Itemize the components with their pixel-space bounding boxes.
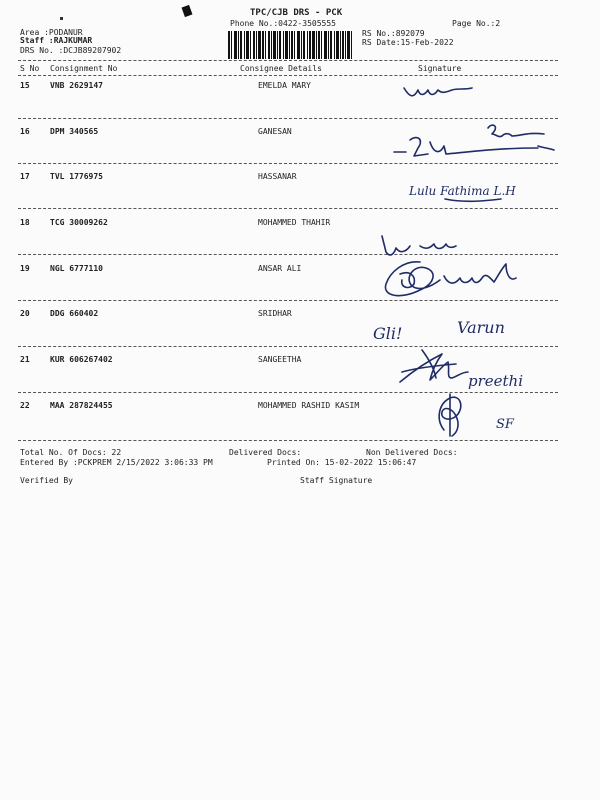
row-sno: 15	[20, 81, 30, 90]
row-consignment: DPM 340565	[50, 127, 99, 136]
row-consignment: DDG 660402	[50, 309, 99, 318]
row-consignee: MOHAMMED THAHIR	[258, 218, 331, 227]
signature-row-21	[392, 332, 562, 392]
area-label: Area :PODANUR	[20, 28, 83, 37]
divider	[18, 163, 558, 164]
column-header-signature: Signature	[418, 64, 462, 73]
total-docs: Total No. Of Docs: 22	[20, 448, 122, 457]
signature-row-15	[400, 80, 490, 104]
row-sno: 19	[20, 264, 30, 273]
handwriting-row-20-a: Gli!	[373, 324, 403, 343]
divider	[18, 208, 558, 209]
verified-by: Verified By	[20, 476, 73, 485]
rs-date: RS Date:15-Feb-2022	[362, 38, 454, 47]
non-delivered-docs: Non Delivered Docs:	[366, 448, 458, 457]
page-number: Page No.:2	[452, 19, 501, 28]
row-sno: 22	[20, 401, 30, 410]
row-sno: 17	[20, 172, 30, 181]
signature-row-17	[405, 177, 535, 207]
staff-label: Staff :RAJKUMAR	[20, 36, 93, 45]
divider	[18, 118, 558, 119]
row-consignee: SANGEETHA	[258, 355, 302, 364]
row-consignment: TCG 30009262	[50, 218, 108, 227]
row-consignee: EMELDA MARY	[258, 81, 311, 90]
divider	[18, 440, 558, 441]
printed-on: Printed On: 15-02-2022 15:06:47	[267, 458, 417, 467]
divider	[18, 392, 558, 393]
row-consignee: GANESAN	[258, 127, 292, 136]
column-header-sno: S No	[20, 64, 40, 73]
signature-row-18-19	[360, 228, 560, 308]
divider	[18, 346, 558, 347]
staff-signature-label: Staff Signature	[300, 476, 373, 485]
delivered-docs: Delivered Docs:	[229, 448, 302, 457]
column-header-consignment: Consignment No	[50, 64, 118, 73]
rs-number: RS No.:892079	[362, 29, 425, 38]
drs-number: DRS No. :DCJB89207902	[20, 46, 122, 55]
corner-mark	[182, 5, 193, 17]
row-consignee: HASSANAR	[258, 172, 297, 181]
document-title: TPC/CJB DRS - PCK	[250, 8, 343, 18]
dot-mark	[60, 17, 63, 20]
row-consignment: KUR 606267402	[50, 355, 113, 364]
phone-number: Phone No.:0422-3505555	[230, 19, 336, 28]
row-consignee: ANSAR ALI	[258, 264, 302, 273]
handwriting-row-21: preethi	[468, 372, 524, 390]
signature-row-20	[365, 305, 560, 355]
entered-by: Entered By :PCKPREM 2/15/2022 3:06:33 PM	[20, 458, 213, 467]
handwriting-row-17: Lulu Fathima L.H	[409, 184, 516, 198]
row-consignment: MAA 287824455	[50, 401, 113, 410]
barcode	[228, 31, 352, 59]
row-consignee: MOHAMMED RASHID KASIM	[258, 401, 360, 410]
row-consignment: TVL 1776975	[50, 172, 103, 181]
row-sno: 21	[20, 355, 30, 364]
divider	[18, 254, 558, 255]
row-sno: 18	[20, 218, 30, 227]
handwriting-row-20-b: Varun	[457, 318, 505, 337]
row-sno: 20	[20, 309, 30, 318]
column-header-consignee: Consignee Details	[240, 64, 322, 73]
signature-row-22	[420, 390, 560, 440]
row-consignment: NGL 6777110	[50, 264, 103, 273]
row-sno: 16	[20, 127, 30, 136]
divider	[18, 60, 558, 61]
handwriting-row-22: SF	[496, 417, 514, 432]
signature-row-16	[388, 118, 563, 168]
divider	[18, 300, 558, 301]
divider	[18, 75, 558, 76]
row-consignee: SRIDHAR	[258, 309, 292, 318]
row-consignment: VNB 2629147	[50, 81, 103, 90]
